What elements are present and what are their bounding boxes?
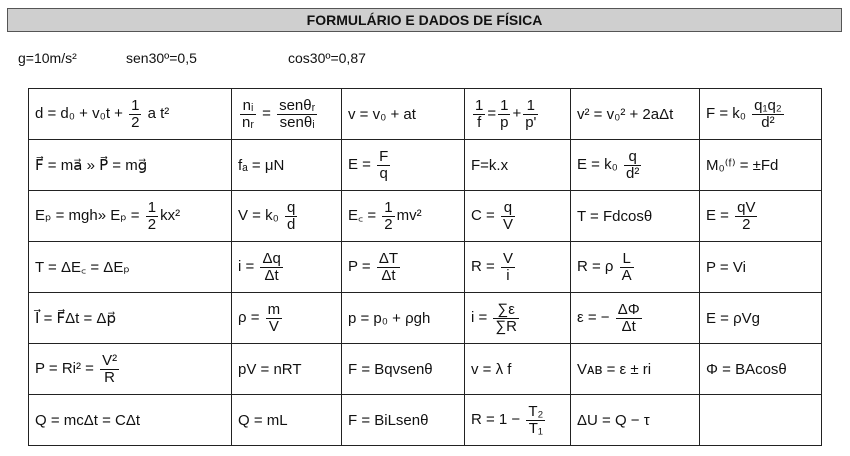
formula-faraday: ε = − $\frac{\Delta\Phi}{\Delta t}$: [571, 293, 700, 344]
formula-position: d = d₀ + v₀t + $\frac{1}{2}$ a t²: [29, 89, 232, 140]
formula-electric-power: P = Vi: [700, 242, 822, 293]
formula-newton: F⃗ = ma⃗ » P⃗ = mg⃗: [29, 140, 232, 191]
table-row: [29, 242, 822, 293]
formula-potential-energy: Eₚ = mgh» Eₚ = $\frac{1}{2}$ kx²: [29, 191, 232, 242]
formula-work-energy: T = ΔE꜀ = ΔEₚ: [29, 242, 232, 293]
formula-latent-heat: Q = mL: [232, 395, 342, 446]
formula-table: [28, 88, 822, 446]
formula-power: P = $\frac{\Delta T}{\Delta t}$: [342, 242, 465, 293]
constant-cos30: cos30º=0,87: [288, 50, 366, 66]
table-row: [29, 344, 822, 395]
formula-current: i = $\frac{\Delta q}{\Delta t}$: [232, 242, 342, 293]
formula-capacitance: C = $\frac{q}{V}$: [465, 191, 571, 242]
table-row: [29, 293, 822, 344]
formula-resistivity: R = ρ $\frac{L}{A}$: [571, 242, 700, 293]
formula-friction: fₐ = μN: [232, 140, 342, 191]
formula-velocity: v = v₀ + at: [342, 89, 465, 140]
formula-pouillet: i = $\frac{\sum\varepsilon}{\sum R}$: [465, 293, 571, 344]
formula-first-law: ΔU = Q − τ: [571, 395, 700, 446]
formula-carnot: R = 1 − $\frac{\text{T₂}}{\text{T₁}}$: [465, 395, 571, 446]
formula-joule-power: P = Ri² = $\frac{\text{V²}}{R}$: [29, 344, 232, 395]
table-row: [29, 89, 822, 140]
formula-heat: Q = mcΔt = CΔt: [29, 395, 232, 446]
formula-moment: M₀⁽ᶠ⁾ = ±Fd: [700, 140, 822, 191]
formula-coulomb: F = k₀ $\frac{\text{q₁q₂}}{\text{d²}}$: [700, 89, 822, 140]
title-bar: [7, 8, 842, 32]
table-row: [29, 140, 822, 191]
constant-gravity: g=10m/s²: [18, 50, 77, 66]
table-row: [29, 395, 822, 446]
formula-snell: $\frac{\text{nᵢ}}{\text{nᵣ}}$ = $\frac{\text{senθᵣ}}{\text{senθᵢ}}$: [232, 89, 342, 140]
formula-magnetic-flux: Φ = BAcosθ: [700, 344, 822, 395]
formula-density: ρ = $\frac{m}{V}$: [232, 293, 342, 344]
formula-buoyancy: E = ρVg: [700, 293, 822, 344]
formula-lens: $\frac{1}{f}$ = $\frac{1}{p}$ + $\frac{1}{p'}$: [465, 89, 571, 140]
formula-field-point-charge: E = k₀ $\frac{q}{\text{d²}}$: [571, 140, 700, 191]
formula-ohm: R = $\frac{V}{i}$: [465, 242, 571, 293]
table-row: [29, 191, 822, 242]
formula-generator: Vᴀʙ = ε ± ri: [571, 344, 700, 395]
formula-hydrostatic: p = p₀ + ρgh: [342, 293, 465, 344]
formula-electric-field: E = $\frac{F}{q}$: [342, 140, 465, 191]
formula-lorentz: F = Bqvsenθ: [342, 344, 465, 395]
formula-torricelli: v² = v₀² + 2aΔt: [571, 89, 700, 140]
formula-kinetic-energy: E꜀ = $\frac{1}{2}$ mv²: [342, 191, 465, 242]
page-title: FORMULÁRIO E DADOS DE FÍSICA: [306, 12, 543, 28]
formula-magnetic-force-wire: F = BiLsenθ: [342, 395, 465, 446]
formula-electric-potential: V = k₀ $\frac{q}{d}$: [232, 191, 342, 242]
formula-ideal-gas: pV = nRT: [232, 344, 342, 395]
formula-wave: v = λ f: [465, 344, 571, 395]
constant-sin30: sen30º=0,5: [126, 50, 197, 66]
empty-cell: [700, 395, 822, 446]
formula-impulse: I⃗ = F⃗Δt = Δp⃗: [29, 293, 232, 344]
formula-work: T = Fdcosθ: [571, 191, 700, 242]
formula-hooke: F=k.x: [465, 140, 571, 191]
formula-capacitor-energy: E = $\frac{qV}{2}$: [700, 191, 822, 242]
